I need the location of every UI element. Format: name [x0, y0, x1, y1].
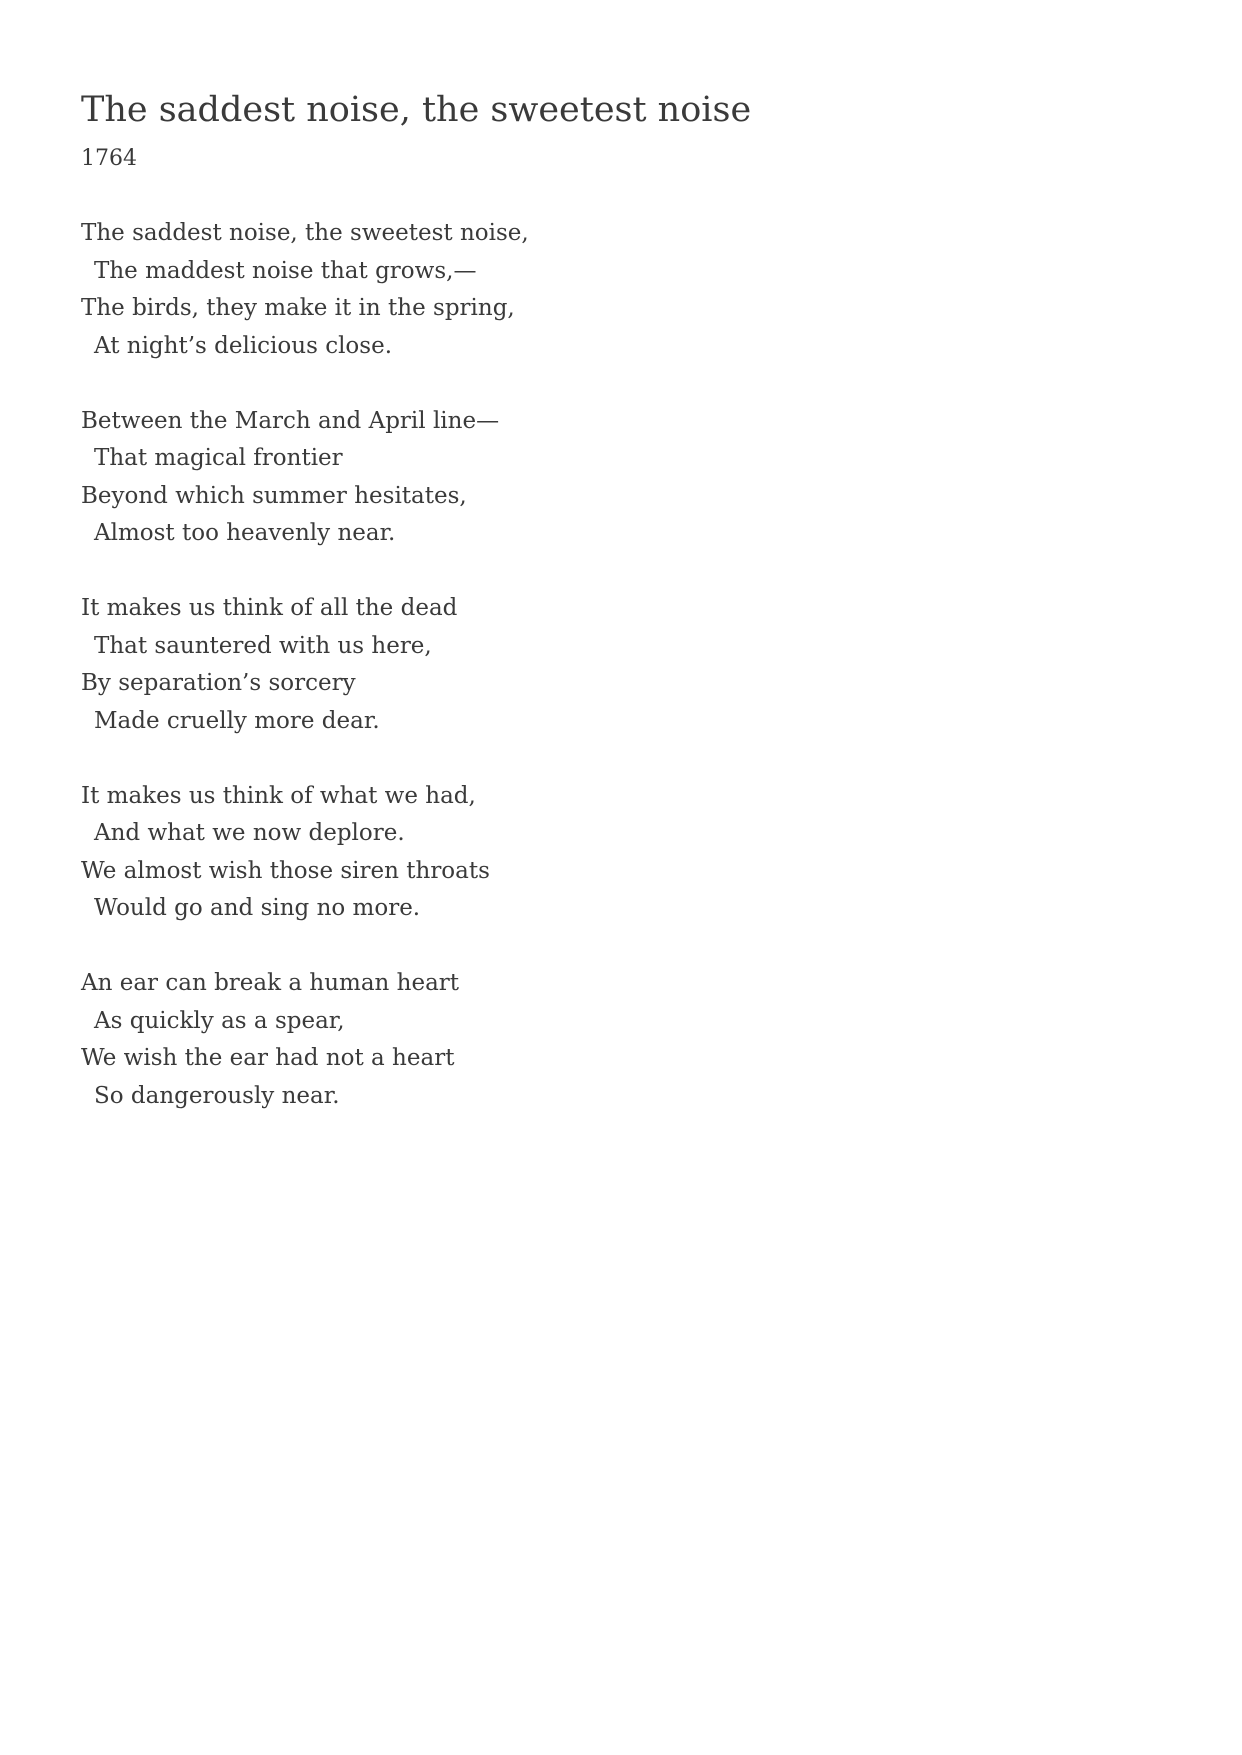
poem-line: Made cruelly more dear.: [94, 707, 380, 734]
poem-line: It makes us think of what we had,: [81, 782, 476, 809]
stanza-1: [81, 215, 529, 365]
poem-line: The birds, they make it in the spring,: [81, 295, 515, 321]
stanza-2: [81, 403, 529, 553]
poem-line: We wish the ear had not a heart: [81, 1045, 455, 1071]
poem-line: And what we now deplore.: [94, 820, 405, 846]
poem-line: So dangerously near.: [94, 1082, 340, 1109]
stanza-3: [81, 590, 529, 740]
poem-body: [81, 215, 529, 1153]
poem-line: By separation’s sorcery: [81, 670, 356, 696]
poem-line: That magical frontier: [94, 445, 343, 471]
poem-title: The saddest noise, the sweetest noise: [81, 90, 752, 130]
poem-line: Beyond which summer hesitates,: [81, 482, 467, 509]
poem-line: That sauntered with us here,: [94, 632, 432, 659]
poem-line: Would go and sing no more.: [94, 895, 421, 921]
poem-number: 1764: [81, 146, 137, 171]
poem-line: The saddest noise, the sweetest noise,: [81, 220, 529, 246]
poem-line: The maddest noise that grows,—: [94, 257, 477, 284]
poem-line: As quickly as a spear,: [94, 1007, 345, 1034]
poem-line: It makes us think of all the dead: [81, 595, 458, 621]
stanza-4: [81, 778, 529, 928]
stanza-5: [81, 965, 529, 1115]
poem-line: Between the March and April line—: [81, 407, 500, 434]
poem-line: Almost too heavenly near.: [94, 520, 396, 546]
poem-line: An ear can break a human heart: [81, 970, 460, 996]
poem-line: At night’s delicious close.: [94, 332, 393, 359]
poem-line: We almost wish those siren throats: [81, 857, 490, 884]
